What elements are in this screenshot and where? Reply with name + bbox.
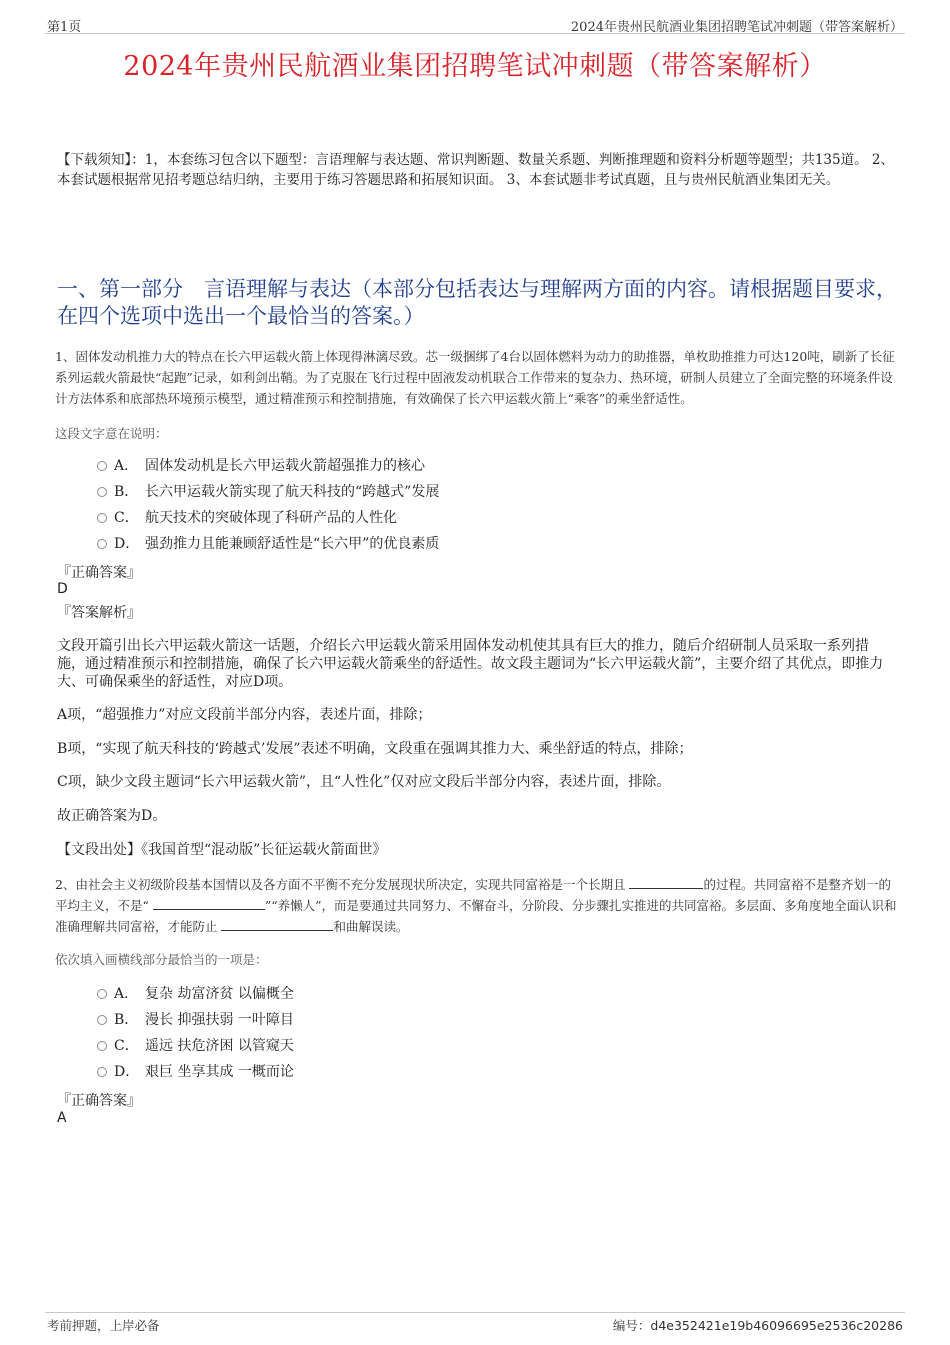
header-doc-title: 2024年贵州民航酒业集团招聘笔试冲刺题（带答案解析） [570, 20, 903, 35]
q1-analysis-para-4: C项，缺少文段主题词“长六甲运载火箭”，且“人性化”仅对应文段后半部分内容，表述片面，排除。 [57, 774, 671, 790]
q1-analysis-para-2: A项，“超强推力”对应文段前半部分内容，表述片面，排除； [57, 707, 432, 723]
radio-icon[interactable] [97, 989, 107, 999]
q1-analysis-para-5: 故正确答案为D。 [57, 808, 167, 824]
question-2-prompt: 依次填入画横线部分最恰当的一项是： [55, 952, 268, 967]
download-notice: 【下载须知】：1，本套练习包含以下题型：言语理解与表达题、常识判断题、数量关系题、判断推理题和资料分析题等题型；共135道。 2、本套试题根据常见招考题总结归纳，主要用于练习答题思路和拓展知识面。 3、本套试题非考试真题，且与贵州民航酒业集团无关。 [57, 152, 894, 188]
question-2-text: 2、由社会主义初级阶段基本国情以及各方面不平衡不充分发展现状所决定，实现共同富裕是一个长期且 的过程。共同富裕不是整齐划一的平均主义，不是“ ”“养懒人”，而是要通过共同努力、不懈奋斗，分阶段、分步骤扎实推进的共同富裕。多层面、多角度地全面认识和准确理解共同富裕，才能防止 和曲解误读。 [55, 877, 897, 934]
q2-option-d[interactable]: D． 艰巨 坐享其成 一概而论 [97, 1063, 294, 1081]
radio-icon[interactable] [97, 1067, 107, 1077]
footer-code: 编号：d4e352421e19b46096695e2536c20286 [612, 1318, 903, 1333]
radio-icon[interactable] [97, 1041, 107, 1051]
q1-analysis-para-3: B项，“实现了航天科技的‘跨越式’发展”表述不明确，文段重在强调其推力大、乘坐舒适的特点，排除； [57, 741, 693, 757]
q1-option-c[interactable]: C． 航天技术的突破体现了科研产品的人性化 [97, 509, 397, 527]
page-footer [45, 1312, 905, 1334]
q1-analysis-para-1: 文段开篇引出长六甲运载火箭这一话题，介绍长六甲运载火箭采用固体发动机使其具有巨大的推力，随后介绍研制人员采取一系列措施，通过精准预示和控制措施，确保了长六甲运载火箭乘坐的舒适性。故文段主题词为“长六甲运载火箭”，主要介绍了其优点，即推力大、可确保乘坐的舒适性，对应D项。 [57, 638, 884, 690]
q2-option-c[interactable]: C． 遥远 扶危济困 以管窥天 [97, 1037, 294, 1055]
q1-answer: D [57, 581, 68, 597]
page-header [45, 14, 905, 34]
q1-option-d[interactable]: D． 强劲推力且能兼顾舒适性是“长六甲”的优良素质 [97, 535, 439, 553]
section-heading: 一、第一部分 言语理解与表达（本部分包括表达与理解两方面的内容。请根据题目要求，在四个选项中选出一个最恰当的答案。） [57, 277, 897, 328]
page-number: 第1页 [47, 20, 82, 35]
radio-icon[interactable] [97, 461, 107, 471]
q1-source: 【文段出处】《我国首型“混动版”长征运载火箭面世》 [57, 842, 387, 858]
q2-option-b[interactable]: B． 漫长 抑强扶弱 一叶障目 [97, 1011, 294, 1029]
blank-3[interactable] [221, 919, 333, 931]
blank-2[interactable] [153, 898, 265, 910]
q2-answer-label: 『正确答案』 [57, 1093, 141, 1109]
blank-1[interactable] [629, 877, 703, 889]
document-title: 2024年贵州民航酒业集团招聘笔试冲刺题（带答案解析） [123, 51, 827, 82]
q1-option-a[interactable]: A． 固体发动机是长六甲运载火箭超强推力的核心 [97, 457, 425, 475]
question-1-text: 1、固体发动机推力大的特点在长六甲运载火箭上体现得淋漓尽致。芯一级捆绑了4台以固体燃料为动力的助推器，单枚助推推力可达120吨，刷新了长征系列运载火箭最快“起跑”记录，如利剑出鞘。为了克服在飞行过程中固液发动机联合工作带来的复杂力、热环境，研制人员建立了全面完整的环境条件设计方法体系和底部热环境预示模型，通过精准预示和控制措施，有效确保了长六甲运载火箭上“乘客”的乘坐舒适性。 [55, 349, 895, 406]
q1-option-b[interactable]: B． 长六甲运载火箭实现了航天科技的“跨越式”发展 [97, 483, 439, 501]
radio-icon[interactable] [97, 487, 107, 497]
question-1-prompt: 这段文字意在说明： [55, 426, 168, 441]
radio-icon[interactable] [97, 513, 107, 523]
q1-analysis-label: 『答案解析』 [57, 605, 141, 621]
footer-slogan: 考前押题，上岸必备 [47, 1318, 160, 1333]
q1-answer-label: 『正确答案』 [57, 565, 141, 581]
radio-icon[interactable] [97, 1015, 107, 1025]
radio-icon[interactable] [97, 539, 107, 549]
q2-answer: A [57, 1110, 67, 1126]
q2-option-a[interactable]: A． 复杂 劫富济贫 以偏概全 [97, 985, 294, 1003]
